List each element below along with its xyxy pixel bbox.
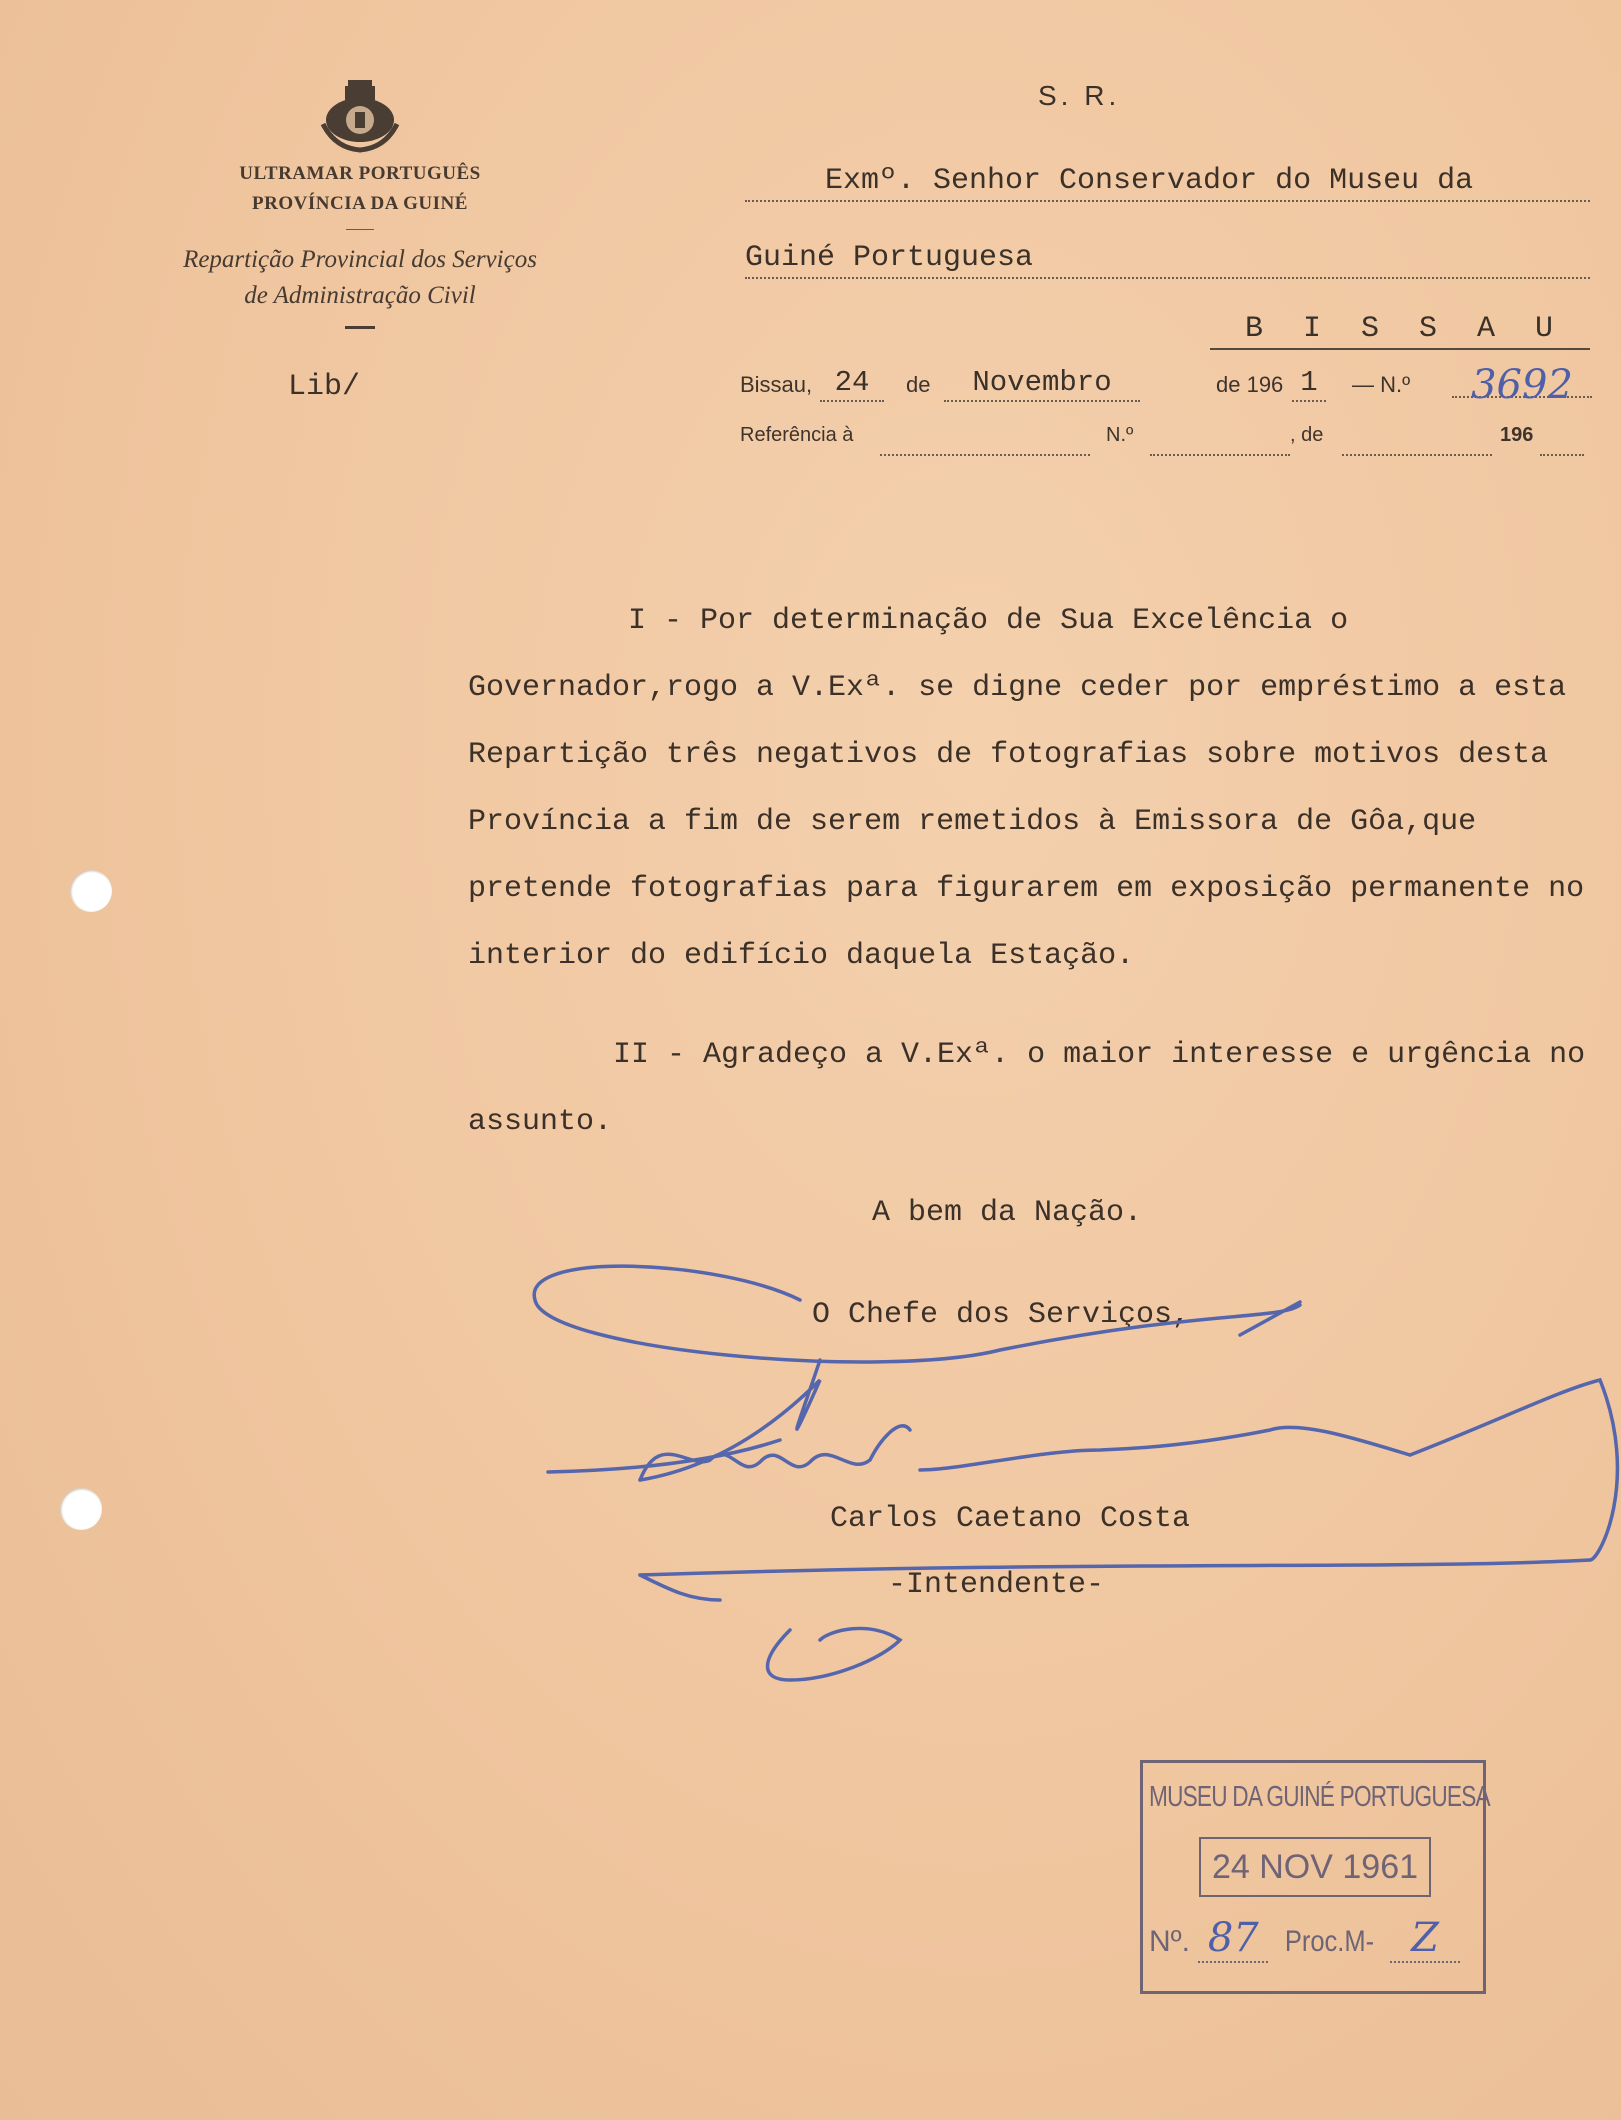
year-prefix: de 196	[1216, 372, 1284, 397]
letterhead-line-1: ULTRAMAR PORTUGUÊS	[239, 163, 481, 184]
signatory-name: Carlos Caetano Costa	[830, 1502, 1191, 1536]
signatory-title: -Intendente-	[888, 1568, 1105, 1602]
body-paragraph-2	[468, 1022, 1598, 1156]
recipient-line-1	[745, 160, 1590, 202]
reference-date-field	[1342, 420, 1492, 456]
stamp-number: 87	[1198, 1915, 1268, 1963]
punch-hole-bottom	[60, 1488, 102, 1530]
stamp-institution: MUSEU DA GUINÉ PORTUGUESA	[1149, 1781, 1490, 1813]
recipient-line-2-text: Guiné Portuguesa	[745, 241, 1034, 275]
recipient-line-2	[745, 237, 1590, 279]
reference-code: Lib/	[288, 370, 361, 404]
date-line	[740, 362, 1600, 408]
body-paragraph-1-text: I - Por determinação de Sua Excelência o Governador,rogo a V.Exª. se digne ceder por empréstimo a esta Repartição três negativos de fotografias sobre motivos desta Província a fim de serem remetidos à Emissora de Gôa,que pretende fotografias para figurarem em exposição permanente no interior do edifício daquela Estação.	[468, 604, 1585, 973]
service-mark: S. R.	[1038, 80, 1121, 111]
body-paragraph-1	[468, 588, 1598, 990]
number-label: — N.º	[1352, 372, 1411, 397]
recipient-line-1-text: Exmº. Senhor Conservador do Museu da	[825, 164, 1474, 198]
reference-number-label: N.º	[1106, 424, 1134, 446]
department-line-2: de Administração Civil	[244, 282, 476, 309]
document-number-field	[1452, 362, 1592, 408]
punch-hole-top	[70, 870, 112, 912]
reference-year-field	[1540, 420, 1584, 456]
place-label: Bissau,	[740, 372, 813, 397]
reference-de-label: , de	[1290, 424, 1324, 446]
recipient-line-3	[1210, 310, 1590, 350]
reference-number-field	[1150, 420, 1290, 456]
stamp-number-line	[1149, 1915, 1460, 1963]
letterhead-dash	[345, 326, 375, 329]
coat-of-arms-icon	[315, 78, 405, 154]
recipient-city: B I S S A U	[1245, 312, 1565, 346]
reference-year-prefix: 196	[1500, 424, 1534, 446]
document-number: 3692	[1471, 362, 1573, 408]
day-value: 24	[820, 366, 884, 402]
year-digit: 1	[1292, 366, 1326, 402]
department-line-1: Repartição Provincial dos Serviços	[183, 246, 537, 273]
stamp-number-label: Nº.	[1149, 1925, 1190, 1958]
body-paragraph-2-text: II - Agradeço a V.Exª. o maior interesse e urgência no assunto.	[468, 1038, 1586, 1139]
stamp-process-label: Proc.M-	[1284, 1925, 1374, 1958]
stamp-process: Z	[1390, 1915, 1460, 1963]
letterhead	[110, 78, 610, 329]
letterhead-divider	[346, 229, 374, 230]
month-value: Novembro	[944, 366, 1140, 402]
reference-field	[880, 420, 1090, 456]
reference-line	[740, 420, 1600, 460]
de-label: de	[906, 372, 931, 397]
letterhead-line-2: PROVÍNCIA DA GUINÉ	[252, 193, 468, 214]
closing-salutation: A bem da Nação.	[872, 1196, 1143, 1230]
reference-label: Referência à	[740, 424, 854, 446]
receipt-stamp	[1140, 1760, 1490, 1994]
signatory-role: O Chefe dos Serviços,	[812, 1298, 1191, 1332]
stamp-date: 24 NOV 1961	[1199, 1837, 1431, 1897]
